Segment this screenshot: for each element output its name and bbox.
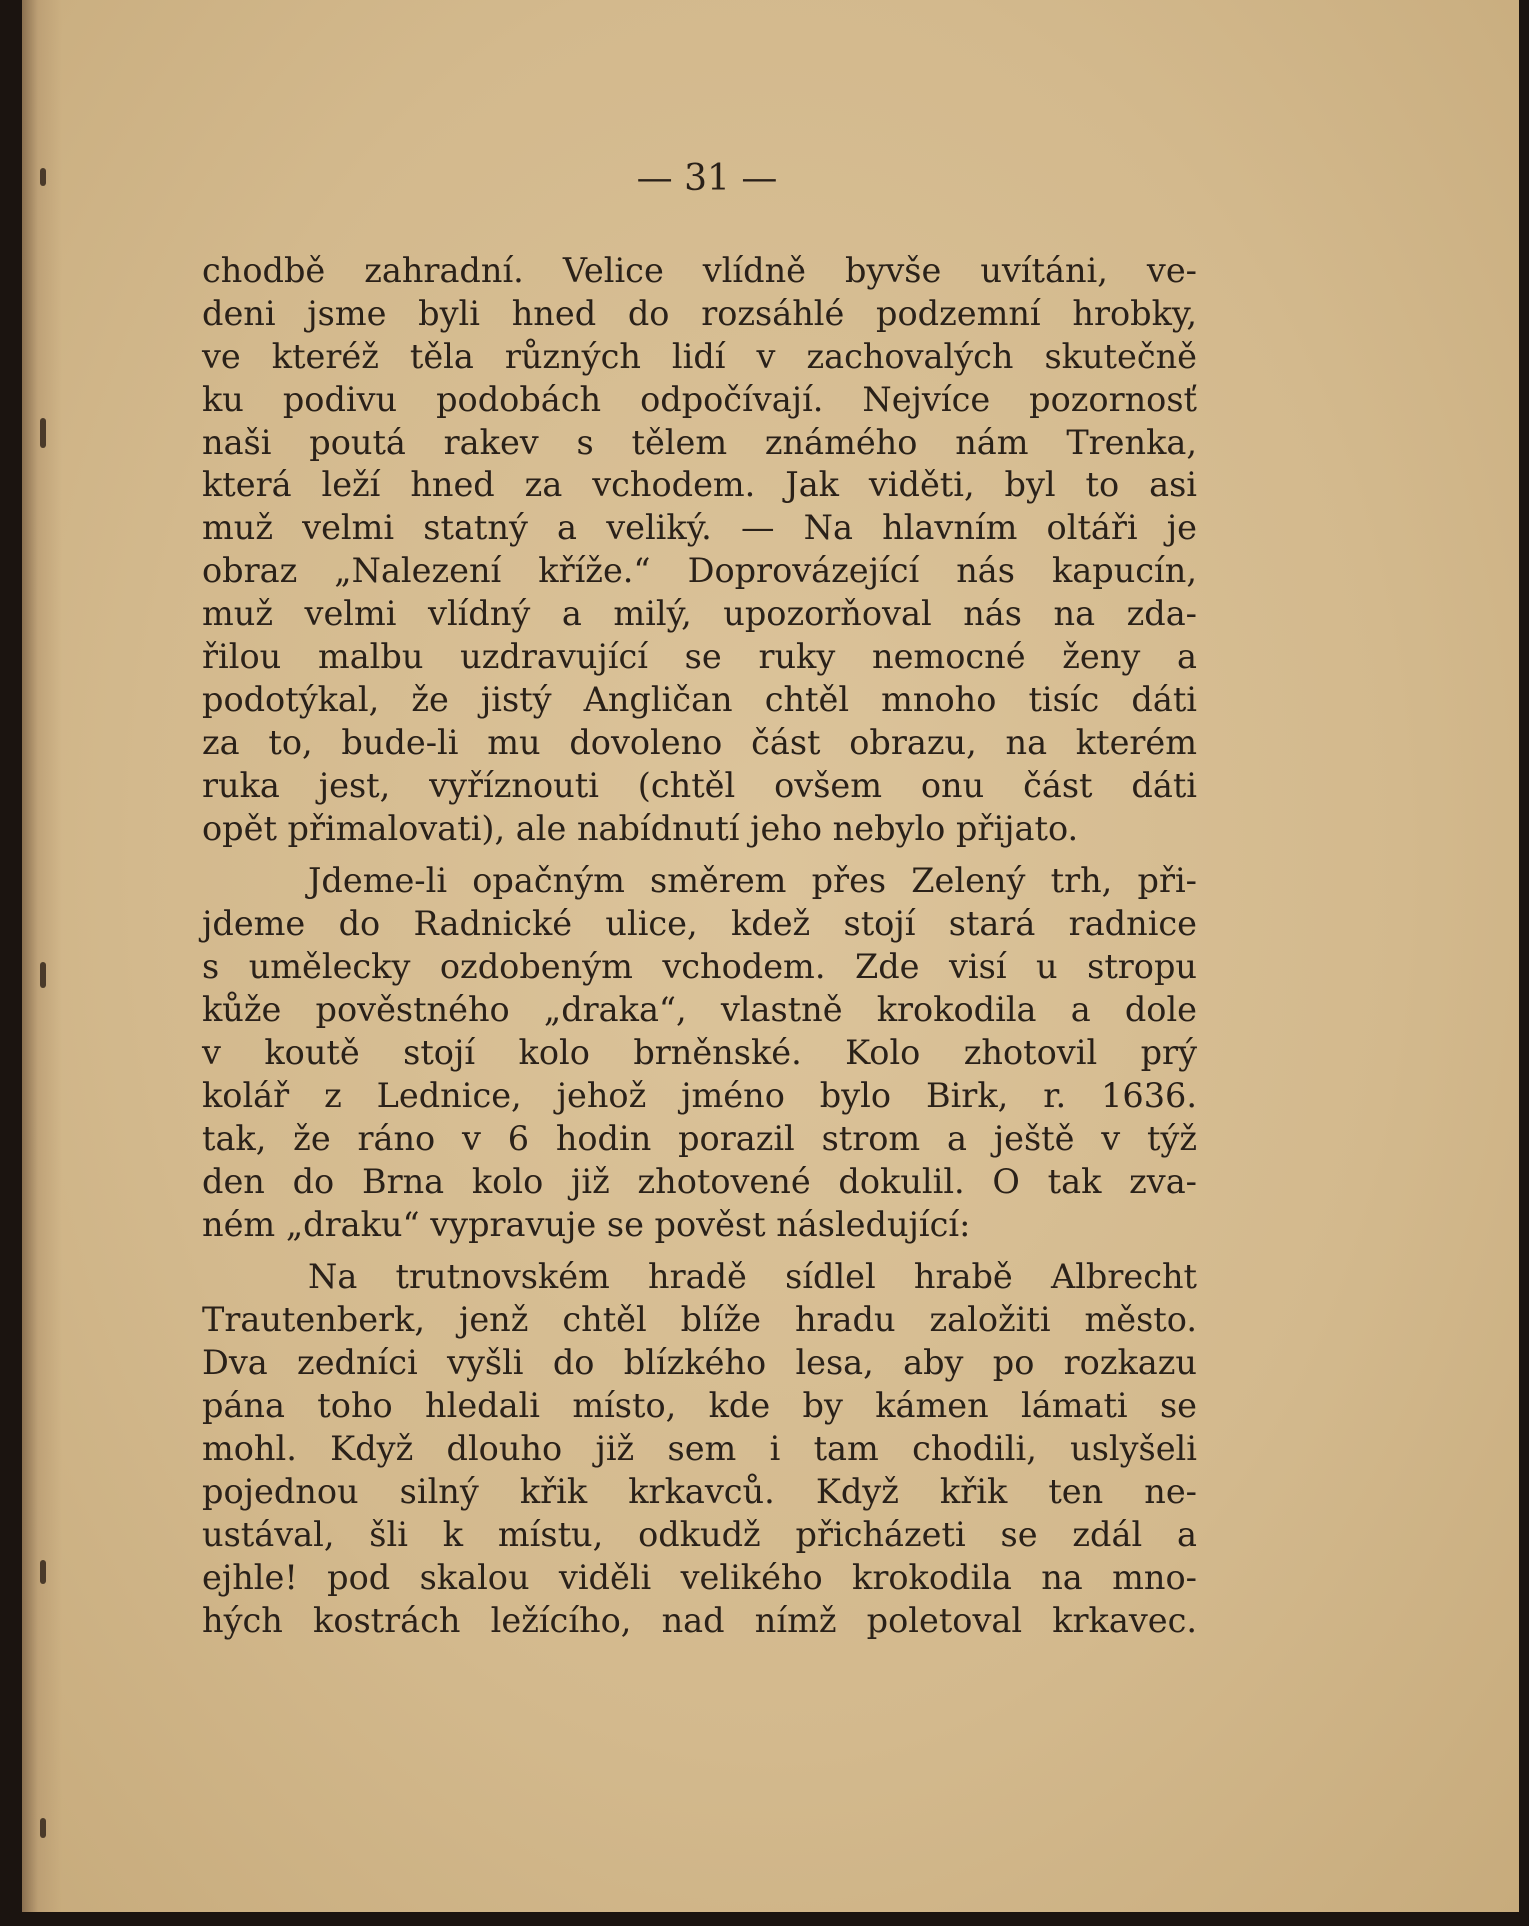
text-line: Trautenberk, jenž chtěl blíže hradu založiti město. bbox=[202, 1300, 1197, 1340]
binding-shadow bbox=[22, 0, 62, 1912]
text-line: mohl. Když dlouho již sem i tam chodili, uslyšeli bbox=[202, 1429, 1197, 1469]
text-line: za to, bude-li mu dovoleno část obrazu, na kterém bbox=[202, 722, 1197, 762]
text-line: kůže pověstného „draka“, vlastně krokodila a dole bbox=[202, 990, 1197, 1030]
text-line: Dva zedníci vyšli do blízkého lesa, aby po rozkazu bbox=[202, 1343, 1197, 1383]
text-line: v koutě stojí kolo brněnské. Kolo zhotovil prý bbox=[202, 1033, 1197, 1073]
text-line: naši poutá rakev s tělem známého nám Trenka, bbox=[202, 422, 1197, 462]
text-line: ku podivu podobách odpočívají. Nejvíce pozornosť bbox=[202, 379, 1197, 419]
text-line: muž velmi statný a veliký. — Na hlavním oltáři je bbox=[202, 508, 1197, 548]
text-line: ném „draku“ vypravuje se pověst následující: bbox=[202, 1204, 971, 1244]
text-line: jdeme do Radnické ulice, kdež stojí stará radnice bbox=[202, 904, 1197, 944]
text-line: pojednou silný křik krkavců. Když křik ten ne- bbox=[202, 1471, 1197, 1511]
text-line: podotýkal, že jistý Angličan chtěl mnoho tisíc dáti bbox=[202, 679, 1197, 719]
text-line: Na trutnovském hradě sídlel hrabě Albrecht bbox=[308, 1257, 1197, 1297]
text-line: kolář z Lednice, jehož jméno bylo Birk, r. 1636. bbox=[202, 1075, 1197, 1115]
paragraph-2 bbox=[202, 860, 1197, 1246]
text-line: Jdeme-li opačným směrem přes Zelený trh, při- bbox=[308, 861, 1197, 901]
paragraph-1 bbox=[202, 250, 1197, 850]
text-line: ve kteréž těla různých lidí v zachovalých skutečně bbox=[202, 336, 1197, 376]
edge-mark bbox=[40, 1560, 46, 1584]
text-line: hých kostrách ležícího, nad nímž poletoval krkavec. bbox=[202, 1600, 1197, 1640]
paragraph-3 bbox=[202, 1256, 1197, 1642]
text-line: opět přimalovati), ale nabídnutí jeho nebylo přijato. bbox=[202, 808, 1079, 848]
text-line: řilou malbu uzdravující se ruky nemocné ženy a bbox=[202, 637, 1197, 677]
text-line: ustával, šli k místu, odkudž přicházeti se zdál a bbox=[202, 1514, 1197, 1554]
text-line: ruka jest, vyříznouti (chtěl ovšem onu část dáti bbox=[202, 765, 1197, 805]
body-text bbox=[202, 250, 1197, 1643]
page-number: — 31 — bbox=[636, 158, 778, 199]
text-line: muž velmi vlídný a milý, upozorňoval nás na zda- bbox=[202, 594, 1197, 634]
edge-mark bbox=[40, 418, 46, 448]
text-line: tak, že ráno v 6 hodin porazil strom a ještě v týž bbox=[202, 1118, 1197, 1158]
paragraph-gap bbox=[202, 850, 1197, 860]
book-page bbox=[22, 0, 1519, 1912]
text-line: den do Brna kolo již zhotovené dokulil. O tak zva- bbox=[202, 1161, 1197, 1201]
edge-mark bbox=[40, 962, 46, 988]
text-line: pána toho hledali místo, kde by kámen lámati se bbox=[202, 1386, 1197, 1426]
text-line: deni jsme byli hned do rozsáhlé podzemní hrobky, bbox=[202, 293, 1197, 333]
text-line: chodbě zahradní. Velice vlídně byvše uvítáni, ve- bbox=[202, 251, 1197, 290]
text-line: obraz „Nalezení kříže.“ Doprovázející nás kapucín, bbox=[202, 551, 1197, 591]
edge-mark bbox=[40, 1818, 46, 1838]
text-line: s umělecky ozdobeným vchodem. Zde visí u stropu bbox=[202, 947, 1197, 987]
paragraph-gap bbox=[202, 1246, 1197, 1256]
text-line: ejhle! pod skalou viděli velikého krokodila na mno- bbox=[202, 1557, 1197, 1597]
text-line: která leží hned za vchodem. Jak viděti, byl to asi bbox=[202, 465, 1197, 505]
